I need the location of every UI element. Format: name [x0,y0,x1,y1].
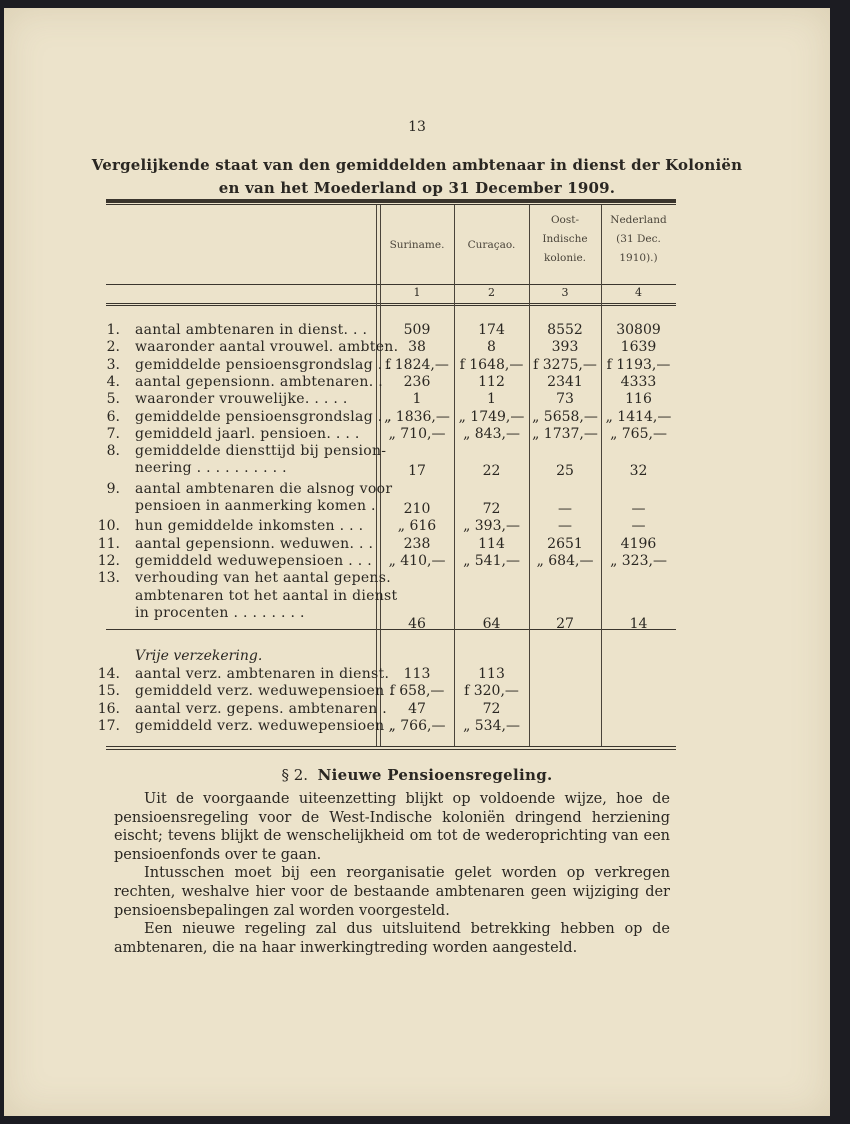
section-heading [4,766,830,784]
table-cell: 22 [482,463,501,480]
row-label: neering . . . . . . . . . . [135,460,287,477]
top-rule-thin [106,204,676,205]
row-label: aantal verz. ambtenaren in dienst. [135,666,390,682]
column-header [601,211,676,268]
row-label: aantal gepensionn. ambtenaren. . [135,373,383,390]
row-number: 10. [97,518,120,535]
row-number: 4. [106,373,120,390]
table-cell: 46 [408,615,426,632]
table-cell: 210 [403,501,431,517]
table-cell: f 3275,— [533,356,597,373]
table-cell: f 320,— [464,683,519,700]
table-cell: 72 [482,501,501,517]
table-cell: 27 [556,615,574,632]
table-cell: „ 393,— [463,518,520,535]
document-page [4,8,830,1116]
column-header [529,211,601,268]
table-cell: — [631,501,646,517]
row-number: 7. [106,425,120,442]
table-cell: f 1193,— [606,356,671,373]
table-cell: „ 766,— [388,717,446,734]
row-number: 3. [106,356,120,373]
row-label: waaronder vrouwelijke. . . . . [135,391,348,408]
table-cell: „ 616 [397,518,437,535]
table-cell: „ 765,— [610,425,667,442]
table-cell: „ 323,— [610,552,667,569]
row-label: aantal verz. gepens. ambtenaren . [135,700,388,717]
table-cell: 73 [556,391,574,408]
row-number: 11. [97,535,120,552]
column-header [454,236,529,255]
table-cell: 113 [403,666,431,682]
table-cell: 30809 [616,322,661,338]
table-cell: 114 [478,535,505,552]
table-cell: 64 [482,615,501,632]
column-header-line: Indische [542,233,588,245]
row-label: waaronder aantal vrouwel. ambten. [135,339,399,356]
table-cell: 8552 [547,322,583,338]
table-cell: 14 [629,615,648,632]
table-cell: 38 [408,339,426,356]
row-label: aantal gepensionn. weduwen. . . [135,535,374,552]
row-label: gemiddeld verz. weduwepensioen . [135,683,394,700]
table-cell: f 1824,— [385,356,449,373]
table-cell: 17 [408,463,426,480]
paragraph-3: Een nieuwe regeling zal dus uitsluitend betrekking hebben op de ambtenaren, die na haar inwerkingtreding worden aangesteld. [114,921,670,956]
header-rule [106,284,676,285]
table-cell: 1 [412,391,422,408]
row-label: verhouding van het aantal gepens. [135,570,391,587]
row-number: 5. [106,391,120,408]
column-header-line: Curaçao. [467,239,516,251]
paragraph-2: Intusschen moet bij een reorganisatie gelet worden op verkregen rechten, weshalve hier voor de bestaande ambtenaren geen wijziging der pensioensbepalingen zal worden voorgesteld. [114,865,670,919]
table-cell: 47 [408,700,426,717]
row-number: 9. [106,480,120,497]
row-number: 8. [106,443,120,460]
row-number: 12. [97,552,120,569]
table-cell: „ 843,— [463,425,520,442]
row-label: gemiddelde diensttijd bij pension- [135,443,387,460]
table-cell: 174 [478,322,505,338]
table-cell: 393 [551,339,579,356]
table-cell: f 1648,— [459,356,524,373]
column-number: 4 [635,286,642,299]
table-cell: „ 1749,— [458,408,525,425]
row-label: gemiddeld jaarl. pensioen. . . . [135,425,360,442]
table-cell: 72 [482,700,501,717]
table-cell: 4196 [620,535,657,552]
colnum-rule [106,303,676,304]
column-header-line: 1910).) [619,252,658,264]
column-header-line: Suriname. [389,239,445,251]
table-cell: 32 [629,463,648,480]
table-cell: 8 [487,339,496,356]
row-label: ambtenaren tot het aantal in dienst [135,587,398,604]
table-cell: „ 541,— [463,552,520,569]
table-cell: „ 1414,— [605,408,672,425]
column-header [380,236,454,255]
row-number: 15. [97,683,120,700]
table-cell: „ 5658,— [532,408,598,425]
table-cell: „ 1737,— [532,425,598,442]
table-cell: „ 710,— [388,425,446,442]
table-cell: 113 [478,666,505,682]
row-label: in procenten . . . . . . . . [135,604,305,621]
table-cell: 509 [403,322,431,338]
column-header-line: kolonie. [543,252,587,264]
column-header-line: (31 Dec. [616,233,661,245]
column-number: 2 [488,286,495,299]
row-number: 2. [106,339,120,356]
column-header-line: Oost- [550,214,580,226]
row-label: gemiddeld verz. weduwepensioen . [135,717,394,734]
row-number: 17. [97,717,120,734]
table-cell: f 658,— [389,683,445,700]
table-cell: 116 [625,391,652,408]
table-cell: — [631,518,646,535]
table-cell: 236 [403,373,431,390]
top-rule [106,199,676,203]
section-title: Nieuwe Pensioensregeling. [317,766,553,784]
row-number: 13. [97,570,120,587]
table-cell: 1639 [620,339,657,356]
row-label: gemiddeld weduwepensioen . . . [135,552,372,569]
row-label: pensioen in aanmerking komen . [135,498,376,514]
page-number: 13 [408,119,426,135]
table-cell: 2651 [547,535,583,552]
subheading: Vrije verzekering. [135,648,263,664]
table-cell: „ 410,— [388,552,446,569]
row-number: 6. [106,408,120,425]
table-cell: 1 [487,391,496,408]
column-divider [376,205,377,746]
colnum-rule-2 [106,305,676,306]
row-label: gemiddelde pensioensgrondslag . . [135,408,392,425]
table-cell: „ 534,— [463,717,520,734]
row-number: 16. [97,700,120,717]
table-cell: 238 [403,535,431,552]
table-title-line-1: Vergelijkende staat van den gemiddelden ambtenaar in dienst der Koloniën [91,156,743,174]
bottom-rule-2 [106,749,676,750]
table-cell: „ 684,— [536,552,594,569]
row-number: 14. [97,666,120,682]
table-cell: — [558,518,572,535]
column-number: 3 [561,286,569,299]
table-title-line-2: en van het Moederland op 31 December 1909. [218,179,616,197]
row-number: 1. [106,322,120,338]
column-number: 1 [413,286,421,299]
table-cell: 112 [478,373,505,390]
row-label: aantal ambtenaren in dienst. . . [135,322,368,338]
section-number: § 2. [281,766,309,784]
table-cell: — [558,501,572,517]
table-cell: 2341 [547,373,583,390]
bottom-rule [106,746,676,747]
table-cell: 4333 [620,373,657,390]
row-label: aantal ambtenaren die alsnog voor [135,480,393,497]
table-cell: „ 1836,— [384,408,450,425]
table-cell: 25 [556,463,574,480]
row-label: hun gemiddelde inkomsten . . . [135,518,364,535]
column-header-line: Nederland [610,214,667,226]
body-text [114,790,670,957]
row-label: gemiddelde pensioensgrondslag . . [135,356,392,373]
paragraph-1: Uit de voorgaande uiteenzetting blijkt op voldoende wijze, hoe de pensioensregeling voor de West-Indische koloniën dringend herziening eischt; tevens blijkt de wenschelijkheid om tot de wederoprichting van een pensioenfonds over te gaan. [114,791,670,863]
